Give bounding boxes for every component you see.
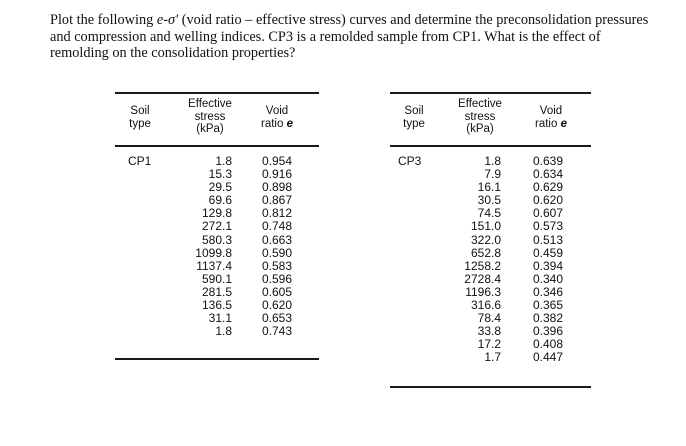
stress-cell: 590.1 — [201, 271, 232, 286]
void-cell: 0.605 — [262, 284, 293, 299]
header-line: type — [129, 117, 151, 130]
stress-cell: 17.2 — [477, 337, 501, 352]
header-line — [252, 118, 302, 131]
table-cp1-stress-column — [178, 155, 232, 338]
stress-cell: 151.0 — [470, 219, 501, 234]
stress-cell: 78.4 — [477, 311, 501, 326]
table-cp1-top-rule — [115, 92, 319, 94]
void-cell: 0.365 — [533, 298, 564, 313]
table-cp1-header-void-ratio — [252, 105, 302, 130]
void-cell: 0.748 — [262, 219, 293, 234]
void-cell: 0.954 — [262, 154, 293, 168]
stress-cell: 272.1 — [201, 219, 232, 234]
stress-cell: 1.8 — [484, 154, 501, 168]
table-cp3-top-rule — [390, 92, 591, 94]
table-cp3-soil-type: CP3 — [398, 154, 422, 168]
void-cell: 0.916 — [262, 167, 293, 182]
stress-cell: 1.8 — [215, 154, 232, 168]
void-cell: 0.607 — [533, 206, 564, 221]
header-word: ratio — [261, 117, 284, 130]
void-cell: 0.812 — [262, 206, 293, 221]
table-cp1-void-column — [262, 155, 306, 338]
void-cell: 0.459 — [533, 245, 564, 260]
question-part-2: (void ratio – effective stress) curves and determine the preconsolidation pressures and compression and welling indices. CP3 is a remolded sample from CP1. What is the effect of remolding on the consolidation properties? — [50, 12, 649, 61]
table-cp3-void-column — [533, 155, 577, 365]
void-cell: 0.408 — [533, 337, 564, 352]
table-cp1-soil-type: CP1 — [128, 154, 152, 168]
header-line: Effective — [188, 98, 232, 110]
stress-cell: 31.1 — [208, 311, 232, 326]
header-symbol: e — [560, 117, 567, 130]
table-cp3-header-void-ratio — [526, 105, 576, 130]
table-cp3-header-effective-stress — [450, 98, 510, 136]
void-cell: 0.663 — [262, 232, 293, 247]
stress-cell: 29.5 — [208, 180, 232, 195]
header-line: (kPa) — [196, 123, 224, 135]
header-symbol: e — [286, 117, 293, 130]
stress-cell: 652.8 — [470, 245, 501, 260]
stress-cell: 580.3 — [201, 232, 232, 247]
void-cell: 0.396 — [533, 324, 564, 339]
stress-cell: 33.8 — [477, 324, 501, 339]
void-cell: 0.743 — [262, 324, 293, 339]
stress-cell: 1196.3 — [465, 284, 501, 299]
stress-cell: 15.3 — [208, 167, 232, 182]
void-cell: 0.639 — [533, 154, 564, 168]
question-text — [50, 12, 660, 62]
void-cell: 0.867 — [262, 193, 293, 208]
table-cp3-header-soil-type — [394, 105, 434, 130]
table-cp3-stress-column — [448, 155, 501, 365]
stress-cell: 16.1 — [477, 180, 501, 195]
header-line: stress — [464, 110, 496, 123]
table-cp3-header-rule — [390, 145, 591, 147]
table-cp1-bottom-rule — [115, 358, 319, 360]
header-line: Void — [539, 105, 563, 117]
header-line: Soil — [404, 105, 424, 117]
table-cp3-bottom-rule — [390, 386, 591, 388]
table-cp1-header-rule — [115, 145, 319, 147]
stress-cell: 316.6 — [470, 298, 501, 313]
table-cp1-header-soil-type — [120, 105, 160, 130]
void-cell: 0.447 — [533, 350, 564, 365]
stress-cell: 30.5 — [477, 193, 501, 208]
void-cell: 0.629 — [533, 180, 564, 195]
stress-cell: 69.6 — [208, 193, 232, 208]
stress-cell: 1258.2 — [464, 258, 501, 273]
header-line: Soil — [130, 105, 150, 117]
header-line — [526, 118, 576, 131]
void-cell: 0.394 — [533, 258, 564, 273]
stress-cell: 136.5 — [201, 298, 232, 313]
header-line: stress — [194, 110, 226, 123]
stress-cell: 1137.4 — [196, 258, 232, 273]
void-cell: 0.340 — [533, 271, 564, 286]
header-word: ratio — [535, 117, 558, 130]
void-cell: 0.590 — [262, 245, 293, 260]
stress-cell: 1099.8 — [195, 245, 232, 260]
stress-cell: 2728.4 — [464, 271, 501, 286]
stress-cell: 322.0 — [470, 232, 501, 247]
stress-cell: 1.8 — [215, 324, 232, 339]
void-cell: 0.513 — [533, 232, 564, 247]
void-cell: 0.898 — [262, 180, 293, 195]
void-cell: 0.653 — [262, 311, 293, 326]
question-part-1: Plot the following — [50, 12, 157, 28]
stress-cell: 1.7 — [484, 350, 501, 365]
void-cell: 0.382 — [533, 311, 564, 326]
question-notation: e-σ′ — [156, 12, 179, 28]
header-line: Effective — [458, 98, 502, 110]
header-line: (kPa) — [466, 123, 494, 135]
void-cell: 0.346 — [533, 284, 564, 299]
stress-cell: 281.5 — [201, 284, 232, 299]
stress-cell: 7.9 — [484, 167, 501, 182]
table-cp1-header-effective-stress — [180, 98, 240, 136]
void-cell: 0.573 — [533, 219, 564, 234]
header-line: type — [403, 117, 425, 130]
void-cell: 0.583 — [262, 258, 293, 273]
void-cell: 0.620 — [533, 193, 564, 208]
void-cell: 0.620 — [262, 298, 293, 313]
stress-cell: 129.8 — [201, 206, 232, 221]
void-cell: 0.634 — [533, 167, 564, 182]
header-line: Void — [265, 105, 289, 117]
void-cell: 0.596 — [262, 271, 293, 286]
stress-cell: 74.5 — [477, 206, 501, 221]
